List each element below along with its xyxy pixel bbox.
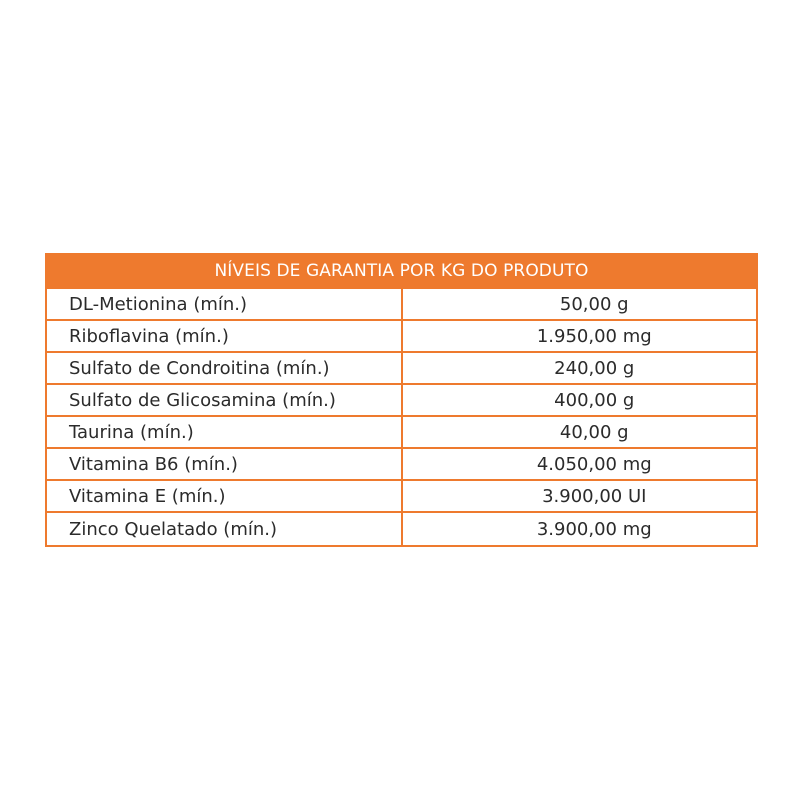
nutrient-name: Zinco Quelatado (mín.) bbox=[46, 512, 402, 546]
nutrient-name: Vitamina B6 (mín.) bbox=[46, 448, 402, 480]
table-header-row bbox=[46, 254, 757, 288]
nutrient-name: Sulfato de Glicosamina (mín.) bbox=[46, 384, 402, 416]
table-row bbox=[46, 512, 757, 546]
nutrient-amount: 3.900,00 mg bbox=[402, 512, 758, 546]
table-row bbox=[46, 352, 757, 384]
nutrient-name: Vitamina E (mín.) bbox=[46, 480, 402, 512]
table-row bbox=[46, 288, 757, 320]
table-header: NÍVEIS DE GARANTIA POR KG DO PRODUTO bbox=[46, 254, 757, 288]
table-row bbox=[46, 320, 757, 352]
nutrient-amount: 4.050,00 mg bbox=[402, 448, 758, 480]
nutrient-amount: 40,00 g bbox=[402, 416, 758, 448]
nutrient-name: Riboflavina (mín.) bbox=[46, 320, 402, 352]
nutrient-amount: 50,00 g bbox=[402, 288, 758, 320]
nutrient-name: Taurina (mín.) bbox=[46, 416, 402, 448]
nutrient-amount: 3.900,00 UI bbox=[402, 480, 758, 512]
table-row bbox=[46, 448, 757, 480]
nutrient-amount: 1.950,00 mg bbox=[402, 320, 758, 352]
table-row bbox=[46, 384, 757, 416]
nutrient-name: Sulfato de Condroitina (mín.) bbox=[46, 352, 402, 384]
nutrient-name: DL-Metionina (mín.) bbox=[46, 288, 402, 320]
table-row bbox=[46, 480, 757, 512]
guarantee-table bbox=[45, 253, 758, 547]
nutrient-amount: 400,00 g bbox=[402, 384, 758, 416]
nutrient-amount: 240,00 g bbox=[402, 352, 758, 384]
table-row bbox=[46, 416, 757, 448]
